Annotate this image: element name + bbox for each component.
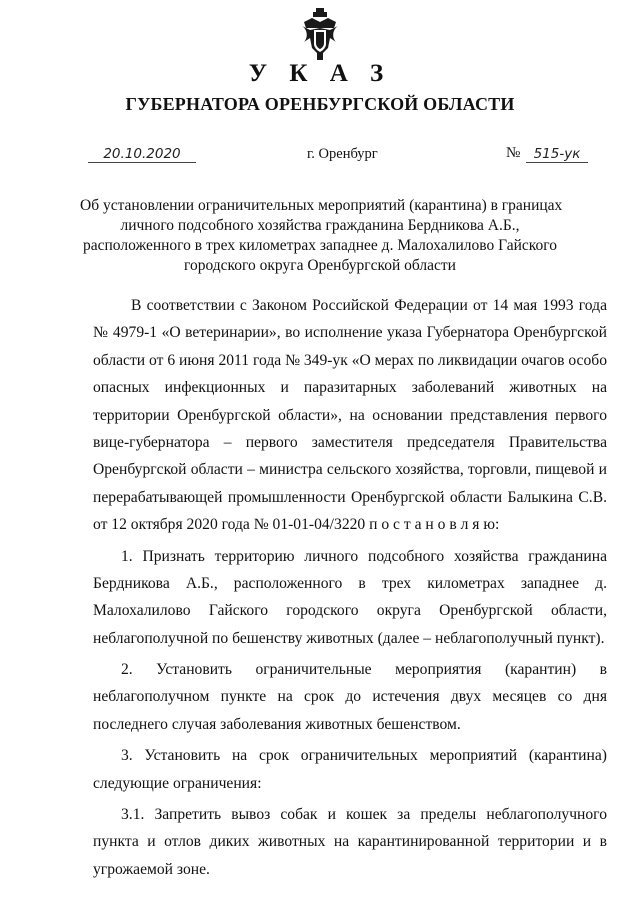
number-label: №	[506, 145, 521, 161]
item-3-paragraph	[93, 742, 607, 797]
text-line: следующие ограничения:	[93, 774, 262, 792]
item-1-paragraph	[93, 543, 607, 653]
decree-subject	[80, 196, 563, 276]
text-line: территории Оренбургской области», на основании представления первого	[93, 406, 607, 424]
text-line: Оренбургской области – министра сельского хозяйства, торговли, пищевой и	[93, 461, 607, 479]
subject-line: городского округа Оренбургской области	[184, 257, 456, 274]
decree-city: г. Оренбург	[307, 146, 378, 162]
text-line: неблагополучном пункте на срок до истечения двух месяцев со дня	[93, 688, 607, 706]
preamble-paragraph	[93, 292, 607, 539]
text-line: опасных инфекционных и паразитарных заболеваний животных на	[93, 379, 607, 397]
subject-line: личного подсобного хозяйства гражданина Бердникова А.Б.,	[120, 217, 520, 234]
text-line: Бердникова А.Б., расположенного в трех километрах западнее д.	[93, 574, 607, 592]
text-line: 3.1. Запретить вывоз собак и кошек за пределы неблагополучного	[121, 806, 607, 824]
text-line: угрожаемой зоне.	[93, 860, 210, 878]
decree-title: У К А З	[248, 60, 392, 87]
issuer-title: ГУБЕРНАТОРА ОРЕНБУРГСКОЙ ОБЛАСТИ	[125, 94, 515, 114]
text-line: 2. Установить ограничительные мероприятия (карантин) в	[121, 661, 607, 679]
text-line: от 12 октября 2020 года № 01-01-04/3220 п о с т а н о в л я ю:	[93, 516, 500, 534]
text-line: 3. Установить на срок ограничительных мероприятий (карантина)	[121, 747, 607, 765]
text-line: вице-губернатора – первого заместителя председателя Правительства	[93, 433, 607, 451]
text-line: перерабатывающей промышленности Оренбургской области Балыкина С.В.	[93, 488, 607, 506]
text-line: Малохалилово Гайского городского округа Оренбургской области,	[93, 602, 607, 620]
subject-line: расположенного в трех километрах западнее д. Малохалилово Гайского	[83, 237, 557, 254]
item-2-paragraph	[93, 656, 607, 738]
text-line: неблагополучной по бешенству животных (далее – неблагополучный пункт).	[93, 629, 605, 647]
decree-body	[93, 292, 607, 883]
subject-line: Об установлении ограничительных мероприятий (карантина) в границах	[80, 197, 563, 214]
item-3-1-paragraph	[93, 801, 607, 883]
text-line: пункта и отлов диких животных на карантинированной территории и в	[93, 833, 607, 851]
decree-number: 515-ук	[526, 146, 588, 163]
text-line: 1. Признать территорию личного подсобного хозяйства гражданина	[121, 547, 607, 565]
text-line: области от 6 июня 2011 года № 349-ук «О мерах по ликвидации очагов особо	[93, 351, 607, 369]
text-line: последнего случая заболевания животных бешенством.	[93, 715, 461, 733]
text-line: № 4979-1 «О ветеринарии», во исполнение указа Губернатора Оренбургской	[93, 324, 607, 342]
text-line: В соответствии с Законом Российской Федерации от 14 мая 1993 года	[131, 297, 607, 314]
decree-date: 20.10.2020	[88, 146, 196, 163]
oblast-coat-of-arms-icon	[300, 8, 340, 60]
